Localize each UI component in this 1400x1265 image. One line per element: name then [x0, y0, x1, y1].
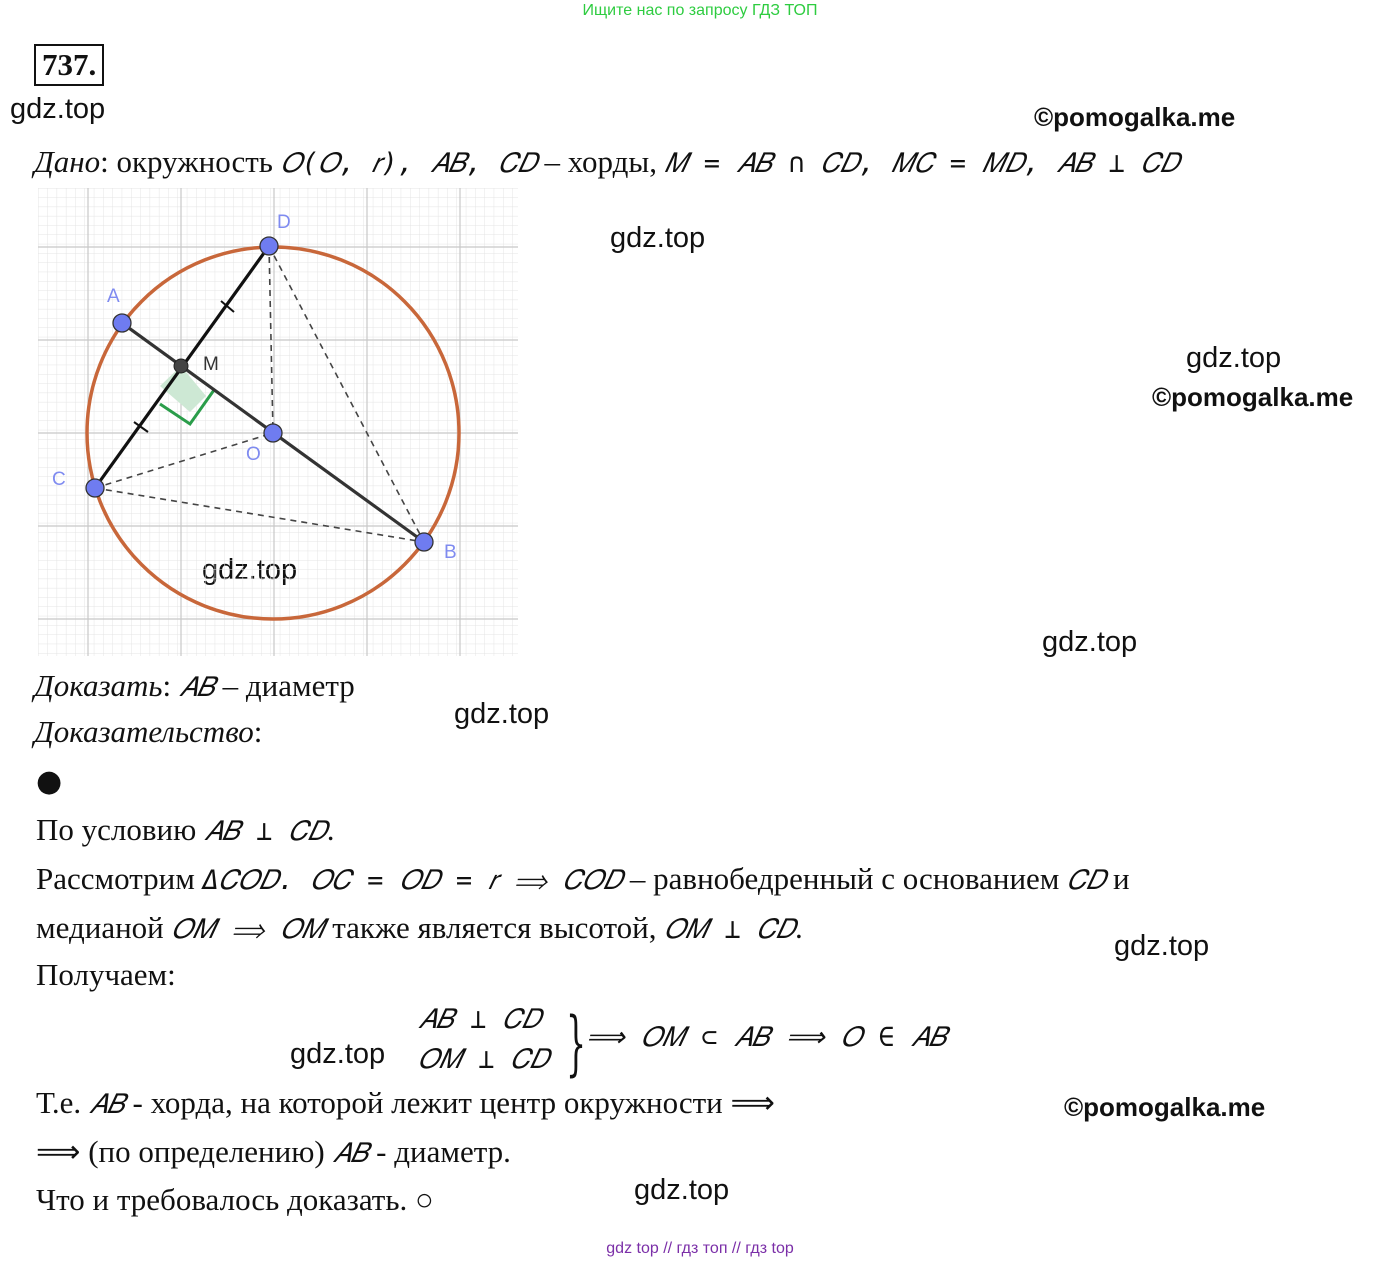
- proof-line-1: [36, 812, 334, 848]
- watermark-pomogalka: ©pomogalka.me: [1034, 102, 1236, 132]
- watermark-gdz: gdz.top: [1114, 930, 1210, 962]
- given-circle: 𝑂(𝑂, 𝑟), 𝐴𝐵, 𝐶𝐷: [280, 148, 537, 179]
- proof-heading: [34, 714, 262, 750]
- text: также является высотой,: [324, 910, 665, 945]
- text: Рассмотрим: [36, 861, 203, 896]
- bullet: ●: [36, 764, 63, 799]
- grid-minor: [38, 188, 518, 656]
- math: 𝐶𝐷: [1067, 865, 1106, 896]
- prove-ab: 𝐴𝐵: [178, 672, 215, 703]
- point-c: [86, 479, 104, 497]
- math: 𝐴𝐵: [332, 1138, 369, 1169]
- given-condition: 𝑀 = 𝐴𝐵 ∩ 𝐶𝐷, 𝑀𝐶 = 𝑀𝐷, 𝐴𝐵 ⊥ 𝐶𝐷: [664, 148, 1180, 179]
- label-b: B: [444, 542, 457, 563]
- proof-line-2: [36, 861, 1130, 897]
- text: Т.е.: [36, 1085, 89, 1120]
- point-m: [174, 359, 188, 373]
- label-c: C: [52, 469, 66, 490]
- math: 𝐴𝐵: [88, 1089, 125, 1120]
- prove-text-a: :: [162, 668, 179, 703]
- text: – равнобедренный с основанием: [622, 861, 1068, 896]
- point-a: [113, 314, 131, 332]
- text: - хорда, на которой лежит центр окружности ⟹: [124, 1085, 775, 1120]
- text: ⟹ (по определению): [36, 1134, 333, 1169]
- math: Δ𝐶𝑂𝐷. 𝑂𝐶 = 𝑂𝐷 = 𝑟 ⟹ 𝐶𝑂𝐷: [202, 865, 623, 896]
- proof-line-5: [36, 1085, 775, 1121]
- proof-label: Доказательство: [34, 714, 254, 749]
- label-d: D: [277, 212, 291, 233]
- math: 𝑂𝑀 ⟹ 𝑂𝑀: [171, 914, 325, 945]
- proof-line-6: [36, 1134, 511, 1170]
- text: По условию: [36, 812, 205, 847]
- proof-conclusion: Что и требовалось доказать. ○: [36, 1182, 434, 1217]
- system-of-conditions: [418, 1000, 587, 1084]
- system-brace: }: [566, 1002, 587, 1084]
- label-a: A: [107, 286, 120, 307]
- problem-number: 737.: [34, 44, 104, 86]
- given-label: Дано: [34, 144, 101, 179]
- label-o: O: [246, 444, 261, 465]
- proof-line-4: Получаем:: [36, 957, 176, 992]
- watermark-gdz: gdz.top: [1042, 626, 1138, 658]
- text: и: [1105, 861, 1130, 896]
- point-o: [264, 424, 282, 442]
- label-m: M: [203, 354, 219, 375]
- watermark-gdz: gdz.top: [10, 93, 106, 125]
- top-banner: Ищите нас по запросу ГДЗ ТОП: [582, 2, 818, 19]
- given-text: : окружность: [100, 144, 281, 179]
- watermark-pomogalka: ©pomogalka.me: [1152, 382, 1354, 412]
- prove-text-b: – диаметр: [214, 668, 355, 703]
- text: .: [326, 812, 335, 847]
- math: 𝐴𝐵 ⊥ 𝐶𝐷: [204, 816, 327, 847]
- watermark-gdz: gdz.top: [610, 222, 706, 254]
- point-d: [260, 237, 278, 255]
- text: медианой: [36, 910, 172, 945]
- prove-line: [34, 668, 355, 704]
- watermark-gdz: gdz.top: [290, 1038, 386, 1070]
- math: 𝑂𝑀 ⊥ 𝐶𝐷: [664, 914, 795, 945]
- point-b: [415, 533, 433, 551]
- watermark-gdz: gdz.top: [1186, 342, 1282, 374]
- system-row-1: 𝐴𝐵 ⊥ 𝐶𝐷: [418, 1004, 541, 1035]
- system-row-2: 𝑂𝑀 ⊥ 𝐶𝐷: [418, 1044, 549, 1075]
- proof-line-3: [36, 910, 803, 946]
- watermark-pomogalka: ©pomogalka.me: [1064, 1092, 1266, 1122]
- given-dash: – хорды,: [536, 144, 665, 179]
- text: .: [794, 910, 803, 945]
- system-result: ⟹ 𝑂𝑀 ⊂ 𝐴𝐵 ⟹ 𝑂 ∈ 𝐴𝐵: [586, 1022, 947, 1053]
- prove-label: Доказать: [34, 668, 163, 703]
- proof-colon: :: [253, 714, 263, 749]
- given-line: [34, 144, 1179, 180]
- geometry-figure: [38, 188, 520, 658]
- watermark-gdz: gdz.top: [454, 698, 550, 730]
- text: - диаметр.: [368, 1134, 511, 1169]
- footer-links: gdz top // гдз топ // гдз top: [606, 1240, 794, 1257]
- watermark-gdz: gdz.top: [634, 1174, 730, 1206]
